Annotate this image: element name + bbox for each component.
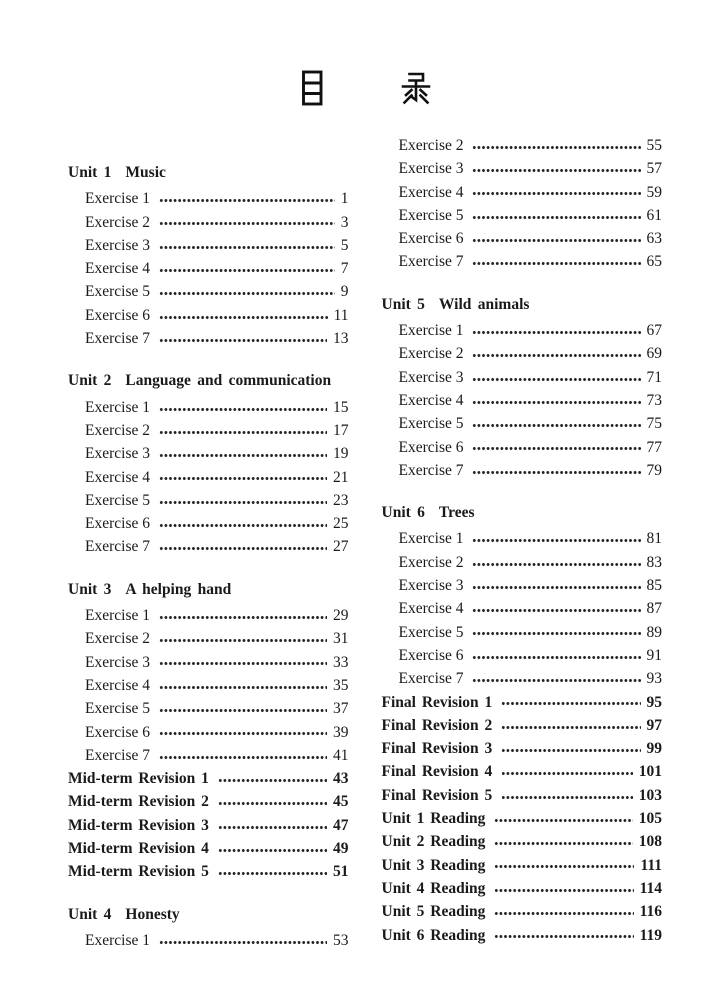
entry-label: Exercise 6: [398, 646, 464, 664]
dot-leader: [501, 760, 632, 783]
toc-section: [382, 293, 663, 482]
entry-label: Final Revision 2: [381, 716, 493, 734]
entry-label: Exercise 2: [85, 421, 150, 439]
toc-entry-bold: [382, 854, 663, 877]
entry-label: Final Revision 1: [381, 693, 493, 711]
dot-leader: [159, 327, 327, 350]
dot-leader: [501, 691, 640, 714]
page-number: 105: [638, 810, 662, 828]
toc-entry: [68, 929, 349, 952]
unit-heading: [68, 369, 349, 392]
entry-label: Exercise 2: [85, 213, 150, 231]
entry-label: Exercise 5: [85, 700, 150, 718]
toc-entry: [382, 527, 663, 550]
unit-name: Honesty: [125, 905, 180, 923]
entry-label: Final Revision 3: [381, 740, 493, 758]
toc-entry-bold: [382, 784, 663, 807]
toc-entry: [68, 512, 349, 535]
unit-heading: [68, 578, 349, 601]
page-number: 25: [333, 515, 349, 533]
toc-entry: [68, 327, 349, 350]
dot-leader: [159, 744, 327, 767]
entry-label: Exercise 3: [398, 368, 464, 386]
page-number: 43: [333, 770, 349, 788]
toc-entry: [382, 551, 663, 574]
dot-leader: [472, 319, 640, 342]
toc-entry: [382, 644, 663, 667]
dot-leader: [501, 714, 640, 737]
page-number: 59: [646, 183, 662, 201]
entry-label: Mid-term Revision 2: [68, 793, 209, 811]
page-number: 89: [646, 623, 662, 641]
toc-entry-bold: [68, 790, 349, 813]
page-number: 9: [340, 283, 349, 301]
toc-entry: [382, 412, 663, 435]
page-number: 45: [333, 793, 349, 811]
entry-label: Exercise 5: [85, 283, 150, 301]
toc-section: [382, 134, 663, 274]
dot-leader: [494, 830, 632, 853]
toc-entry: [382, 319, 663, 342]
page-number: 13: [333, 330, 349, 348]
dot-leader: [472, 389, 640, 412]
toc-entry-bold: [382, 807, 663, 830]
toc-section: [68, 578, 349, 884]
unit-name: A helping hand: [125, 580, 232, 598]
entry-label: Exercise 1: [398, 530, 464, 548]
unit-number: Unit 1: [68, 164, 112, 181]
entry-label: Final Revision 4: [381, 763, 493, 781]
dot-leader: [472, 551, 640, 574]
toc-column-left: [68, 134, 349, 952]
page-number: 101: [638, 763, 662, 781]
toc-entry: [68, 466, 349, 489]
entry-label: Exercise 1: [85, 931, 150, 949]
dot-leader: [472, 644, 640, 667]
entry-label: Exercise 7: [85, 538, 150, 556]
entry-label: Mid-term Revision 5: [68, 863, 209, 881]
toc-columns: [68, 134, 662, 952]
toc-entry-bold: [68, 814, 349, 837]
dot-leader: [501, 784, 632, 807]
toc-entry: [382, 621, 663, 644]
dot-leader: [472, 134, 640, 157]
title-char-mu-icon: [299, 70, 325, 106]
dot-leader: [472, 250, 640, 273]
page-number: 83: [646, 553, 662, 571]
dot-leader: [494, 807, 632, 830]
entry-label: Mid-term Revision 1: [68, 770, 209, 788]
page-number: 19: [333, 445, 349, 463]
page-title-text: [365, 105, 366, 106]
toc-entry: [68, 419, 349, 442]
entry-label: Exercise 6: [85, 515, 150, 533]
toc-section: [382, 501, 663, 947]
page-number: 61: [646, 206, 662, 224]
toc-entry: [68, 257, 349, 280]
toc-entry: [68, 442, 349, 465]
entry-label: Exercise 3: [398, 160, 464, 178]
page-number: 27: [333, 538, 349, 556]
page-number: 85: [646, 577, 662, 595]
toc-entry: [68, 304, 349, 327]
unit-number: Unit 4: [68, 905, 112, 923]
toc-entry: [382, 204, 663, 227]
page-number: 1: [340, 190, 349, 208]
toc-entry-bold: [382, 877, 663, 900]
toc-entry-bold: [382, 924, 663, 947]
toc-entry: [68, 211, 349, 234]
entry-label: Exercise 1: [85, 607, 150, 625]
dot-leader: [159, 304, 328, 327]
dot-leader: [159, 674, 327, 697]
unit-heading: [68, 161, 349, 184]
page-number: 79: [646, 461, 662, 479]
dot-leader: [159, 721, 327, 744]
page-number: 15: [333, 398, 349, 416]
dot-leader: [472, 157, 640, 180]
toc-entry: [68, 187, 349, 210]
page-number: 23: [333, 491, 349, 509]
dot-leader: [218, 860, 327, 883]
toc-entry: [68, 651, 349, 674]
toc-entry: [382, 597, 663, 620]
page-number: 21: [333, 468, 349, 486]
entry-label: Exercise 1: [85, 398, 150, 416]
toc-section: [68, 161, 349, 350]
unit-name: Music: [125, 164, 166, 181]
entry-label: Exercise 5: [85, 491, 150, 509]
dot-leader: [494, 924, 633, 947]
page-number: 99: [646, 740, 662, 758]
dot-leader: [472, 366, 640, 389]
toc-entry: [68, 627, 349, 650]
dot-leader: [159, 651, 327, 674]
entry-label: Exercise 4: [85, 676, 150, 694]
toc-entry: [68, 721, 349, 744]
dot-leader: [472, 181, 640, 204]
toc-entry: [382, 574, 663, 597]
entry-label: Exercise 5: [398, 206, 464, 224]
toc-entry: [382, 436, 663, 459]
toc-entry-bold: [382, 760, 663, 783]
toc-entry: [382, 366, 663, 389]
toc-entry: [68, 489, 349, 512]
dot-leader: [218, 767, 327, 790]
unit-name: Trees: [438, 504, 475, 522]
toc-entry: [68, 674, 349, 697]
entry-label: Exercise 7: [85, 330, 150, 348]
dot-leader: [501, 737, 640, 760]
unit-heading: [68, 903, 349, 926]
entry-label: Unit 2 Reading: [381, 833, 486, 851]
entry-label: Mid-term Revision 3: [68, 816, 209, 834]
entry-label: Exercise 3: [85, 653, 150, 671]
toc-entry-bold: [382, 737, 663, 760]
page-number: 63: [646, 230, 662, 248]
entry-label: Exercise 4: [398, 600, 464, 618]
entry-label: Exercise 7: [85, 746, 150, 764]
dot-leader: [494, 854, 634, 877]
page-number: 55: [646, 137, 662, 154]
page-number: 73: [646, 391, 662, 409]
dot-leader: [494, 900, 633, 923]
entry-label: Exercise 4: [85, 260, 150, 278]
entry-label: Exercise 6: [398, 230, 464, 248]
page-number: 69: [646, 345, 662, 363]
entry-label: Exercise 3: [85, 236, 150, 254]
toc-entry: [382, 157, 663, 180]
page-number: 97: [646, 716, 662, 734]
page-number: 17: [333, 421, 349, 439]
toc-entry: [382, 667, 663, 690]
toc-entry: [68, 280, 349, 303]
page-number: 87: [646, 600, 662, 618]
entry-label: Exercise 1: [85, 190, 150, 208]
dot-leader: [472, 204, 640, 227]
entry-label: Exercise 4: [398, 391, 464, 409]
dot-leader: [472, 667, 640, 690]
toc-section: [68, 369, 349, 558]
page-number: 114: [639, 879, 662, 897]
dot-leader: [472, 574, 640, 597]
page-number: 53: [333, 931, 349, 949]
page-number: 31: [333, 630, 349, 648]
toc-entry: [382, 250, 663, 273]
page-number: 35: [333, 676, 349, 694]
page-number: 33: [333, 653, 349, 671]
page-number: 41: [333, 746, 349, 764]
toc-entry-bold: [68, 837, 349, 860]
dot-leader: [159, 280, 335, 303]
dot-leader: [472, 342, 640, 365]
toc-entry: [68, 697, 349, 720]
dot-leader: [159, 489, 327, 512]
toc-entry-bold: [382, 900, 663, 923]
entry-label: Unit 6 Reading: [381, 926, 486, 944]
toc-section: [68, 903, 349, 953]
dot-leader: [159, 211, 335, 234]
page-number: 47: [333, 816, 349, 834]
dot-leader: [218, 837, 327, 860]
dot-leader: [218, 814, 327, 837]
page-number: 111: [640, 856, 662, 874]
entry-label: Final Revision 5: [381, 786, 493, 804]
page-number: 67: [646, 322, 662, 340]
unit-name: Language and communication: [125, 372, 332, 390]
entry-label: Exercise 5: [398, 415, 464, 433]
toc-entry: [68, 604, 349, 627]
dot-leader: [472, 597, 640, 620]
page-number: 3: [340, 213, 349, 231]
toc-entry-bold: [382, 691, 663, 714]
entry-label: Unit 3 Reading: [381, 856, 486, 874]
entry-label: Unit 1 Reading: [381, 810, 486, 828]
entry-label: Exercise 7: [398, 253, 464, 271]
toc-entry: [68, 535, 349, 558]
toc-entry: [68, 234, 349, 257]
page-number: 37: [333, 700, 349, 718]
dot-leader: [159, 419, 327, 442]
toc-entry-bold: [382, 714, 663, 737]
dot-leader: [472, 227, 640, 250]
dot-leader: [472, 621, 640, 644]
dot-leader: [472, 459, 640, 482]
toc-entry-bold: [68, 767, 349, 790]
entry-label: Exercise 5: [398, 623, 464, 641]
toc-entry: [68, 396, 349, 419]
unit-number: Unit 6: [381, 504, 425, 522]
entry-label: Exercise 1: [398, 322, 464, 340]
dot-leader: [159, 929, 327, 952]
page-number: 75: [646, 415, 662, 433]
entry-label: Mid-term Revision 4: [68, 840, 209, 858]
page-title: [68, 70, 662, 106]
page-number: 71: [646, 368, 662, 386]
page-number: 11: [333, 306, 349, 324]
dot-leader: [472, 412, 640, 435]
dot-leader: [159, 604, 327, 627]
page-number: 81: [646, 530, 662, 548]
entry-label: Exercise 6: [398, 438, 464, 456]
entry-label: Unit 5 Reading: [381, 903, 486, 921]
entry-label: Exercise 7: [398, 461, 464, 479]
unit-number: Unit 2: [68, 372, 112, 390]
entry-label: Exercise 7: [398, 670, 464, 688]
dot-leader: [159, 466, 327, 489]
entry-label: Exercise 2: [398, 345, 464, 363]
page-number: 95: [646, 693, 662, 711]
page-number: 108: [638, 833, 662, 851]
dot-leader: [159, 187, 335, 210]
dot-leader: [159, 257, 335, 280]
entry-label: Exercise 6: [85, 723, 150, 741]
dot-leader: [218, 790, 327, 813]
page-number: 103: [638, 786, 662, 804]
entry-label: Exercise 3: [85, 445, 150, 463]
dot-leader: [159, 535, 327, 558]
toc-entry: [382, 181, 663, 204]
page-number: 91: [646, 646, 662, 664]
page-number: 29: [333, 607, 349, 625]
dot-leader: [494, 877, 633, 900]
page-number: 93: [646, 670, 662, 688]
toc-column-right: [382, 134, 663, 952]
unit-name: Wild animals: [438, 295, 530, 313]
page-number: 5: [340, 236, 349, 254]
dot-leader: [472, 527, 640, 550]
page-number: 65: [646, 253, 662, 271]
page-number: 57: [646, 160, 662, 178]
toc-entry: [382, 459, 663, 482]
unit-heading: [382, 501, 663, 524]
toc-entry: [382, 389, 663, 412]
entry-label: Exercise 4: [85, 468, 150, 486]
entry-label: Exercise 2: [398, 553, 464, 571]
title-char-lu-icon: [401, 70, 431, 106]
page-number: 39: [333, 723, 349, 741]
toc-entry: [382, 227, 663, 250]
entry-label: Exercise 3: [398, 577, 464, 595]
entry-label: Exercise 2: [398, 137, 464, 154]
unit-number: Unit 5: [381, 295, 425, 313]
toc-entry: [68, 744, 349, 767]
dot-leader: [159, 627, 327, 650]
entry-label: Unit 4 Reading: [381, 879, 486, 897]
dot-leader: [159, 234, 335, 257]
dot-leader: [159, 512, 327, 535]
page-number: 7: [340, 260, 349, 278]
dot-leader: [472, 436, 640, 459]
unit-heading: [382, 293, 663, 316]
toc-entry-bold: [68, 860, 349, 883]
page-number: 77: [646, 438, 662, 456]
dot-leader: [159, 396, 327, 419]
toc-entry-bold: [382, 830, 663, 853]
dot-leader: [159, 442, 327, 465]
page-number: 119: [639, 926, 662, 944]
toc-entry: [382, 342, 663, 365]
entry-label: Exercise 6: [85, 306, 150, 324]
unit-number: Unit 3: [68, 580, 112, 598]
page-number: 116: [639, 903, 662, 921]
dot-leader: [159, 697, 327, 720]
toc-entry: [382, 134, 663, 157]
page-number: 49: [333, 840, 349, 858]
page-number: 51: [333, 863, 349, 881]
entry-label: Exercise 2: [85, 630, 150, 648]
entry-label: Exercise 4: [398, 183, 464, 201]
